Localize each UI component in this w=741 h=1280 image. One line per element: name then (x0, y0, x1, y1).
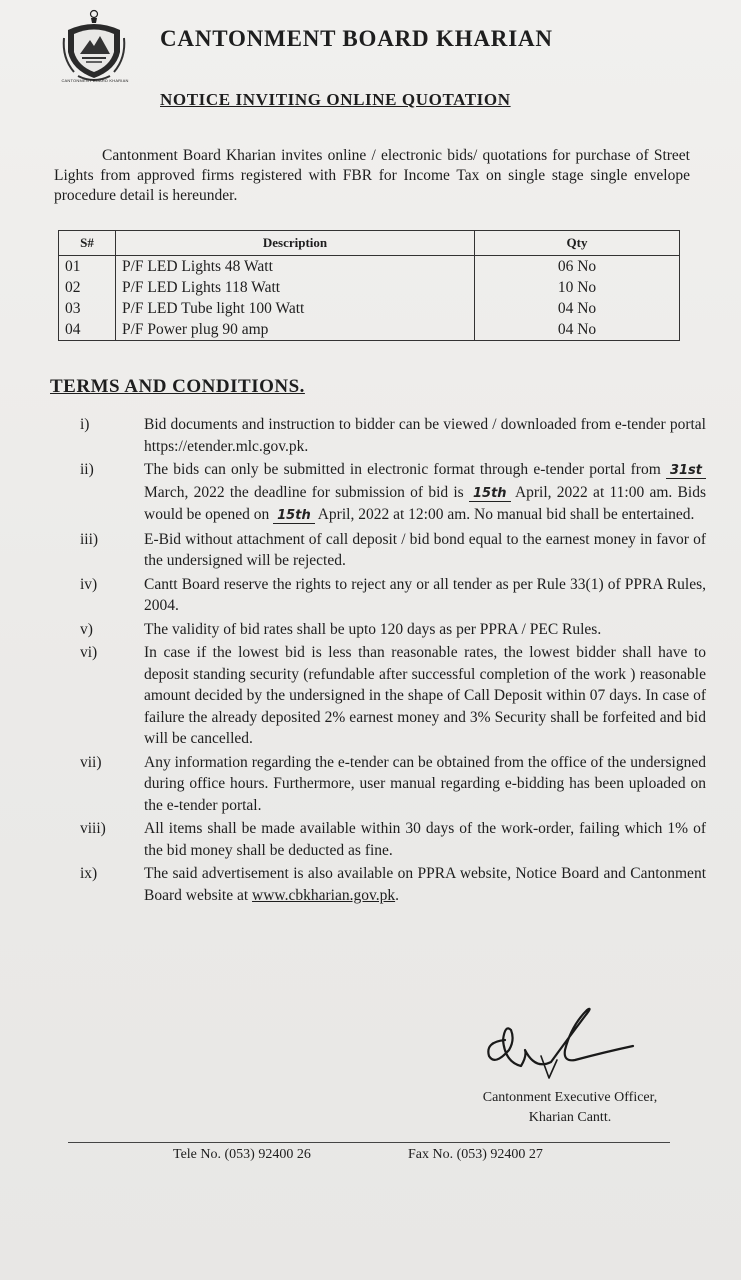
term-number: vi) (80, 644, 98, 661)
term-text (144, 459, 706, 527)
row-sn: 03 (59, 298, 116, 319)
table-row (59, 298, 680, 319)
fax-number: Fax No. (053) 92400 27 (408, 1147, 543, 1162)
term-item (60, 818, 706, 861)
term-text: The validity of bid rates shall be upto 120 days as per PPRA / PEC Rules. (144, 620, 602, 638)
row-sn: 04 (59, 319, 116, 341)
items-table (58, 230, 680, 341)
footer-divider (68, 1142, 670, 1143)
terms-list (60, 414, 706, 908)
row-qty: 06 No (475, 256, 680, 278)
term-item (60, 863, 706, 906)
row-sn: 01 (59, 256, 116, 278)
signatory-place: Kharian Cantt. (528, 1110, 612, 1125)
term-text-part: April, 2022 at 12:00 am. No manual bid shall be entertained. (317, 506, 695, 523)
header-sn: S# (59, 231, 116, 256)
term-text: Cantt Board reserve the rights to reject any or all tender as per Rule 33(1) of PPRA Rules, 2004. (144, 575, 706, 614)
row-qty: 10 No (475, 277, 680, 298)
row-description: P/F LED Lights 48 Watt (116, 256, 475, 278)
cantonment-board-emblem-icon (60, 8, 128, 86)
emblem-caption: CANTONMENT BOARD KHARIAN (61, 78, 129, 83)
header-qty: Qty (475, 231, 680, 256)
term-item (60, 414, 706, 457)
term-number: ix) (80, 865, 98, 882)
organization-title: CANTONMENT BOARD KHARIAN (160, 26, 553, 51)
notice-title: NOTICE INVITING ONLINE QUOTATION (160, 90, 511, 109)
term-text: E-Bid without attachment of call deposit / bid bond equal to the earnest money in favor of the undersigned will be rejected. (144, 530, 706, 569)
intro-paragraph: Cantonment Board Kharian invites online / electronic bids/ quotations for purchase of Street Lights from approved firms registered with FBR for Income Tax on single stage single envelope procedure detail is hereunder. (54, 147, 690, 204)
term-number: i) (80, 416, 90, 433)
term-number: iii) (80, 530, 99, 548)
row-description: P/F LED Tube light 100 Watt (116, 298, 475, 319)
term-text: Any information regarding the e-tender can be obtained from the office of the undersigned during office hours. Furthermore, user manual regarding e-bidding has been uploaded on the e-tender portal. (144, 753, 706, 814)
term-text: All items shall be made available within 30 days of the work-order, failing which 1% of the bid money shall be deducted as fine. (144, 820, 706, 859)
telephone-number: Tele No. (053) 92400 26 (173, 1147, 311, 1162)
term-text (144, 863, 706, 906)
signature-image (475, 1000, 635, 1082)
handwritten-date: 31st (666, 463, 706, 479)
website-link[interactable]: www.cbkharian.gov.pk (252, 886, 396, 904)
header-description: Description (116, 231, 475, 256)
term-text: Bid documents and instruction to bidder can be viewed / downloaded from e-tender portal https://etender.mlc.gov.pk. (144, 416, 706, 455)
term-number: iv) (80, 575, 98, 593)
table-row (59, 319, 680, 341)
term-text-part: . (395, 886, 399, 904)
row-description: P/F LED Lights 118 Watt (116, 277, 475, 298)
signatory-block (440, 1088, 700, 1128)
term-number: vii) (80, 753, 102, 771)
term-item (60, 642, 706, 750)
term-item (60, 529, 706, 572)
term-item (60, 459, 706, 527)
term-item (60, 574, 706, 617)
term-item (60, 619, 706, 641)
handwritten-date: 15th (469, 486, 511, 502)
term-number: v) (80, 620, 93, 638)
handwritten-date: 15th (273, 508, 315, 524)
term-number: ii) (80, 461, 94, 478)
term-text: In case if the lowest bid is less than reasonable rates, the lowest bidder shall have to deposit standing security (refundable after successful completion of the work ) reasonable amount decided by the undersigned in the shape of Call Deposit within 07 days. In case of failure the already deposited 2% earnest money and 3% Security shall be forfeited and bid will be cancelled. (144, 644, 706, 747)
table-row (59, 277, 680, 298)
signatory-title: Cantonment Executive Officer, (482, 1090, 658, 1105)
terms-heading: TERMS AND CONDITIONS. (50, 376, 305, 397)
term-item (60, 752, 706, 817)
row-qty: 04 No (475, 319, 680, 341)
term-text-part: March, 2022 the deadline for submission of bid is (144, 483, 464, 501)
term-text-part: The bids can only be submitted in electronic format through e-tender portal from (144, 461, 661, 478)
term-text-part: The said advertisement is also available on PPRA website, Notice Board and Cantonment Board website at (144, 865, 706, 904)
row-sn: 02 (59, 277, 116, 298)
term-text-part: April, 2022 at 11:00 am. Bids would be opened on (144, 483, 706, 523)
row-description: P/F Power plug 90 amp (116, 319, 475, 341)
row-qty: 04 No (475, 298, 680, 319)
table-header-row (59, 231, 680, 256)
term-number: viii) (80, 820, 106, 837)
table-row (59, 256, 680, 278)
